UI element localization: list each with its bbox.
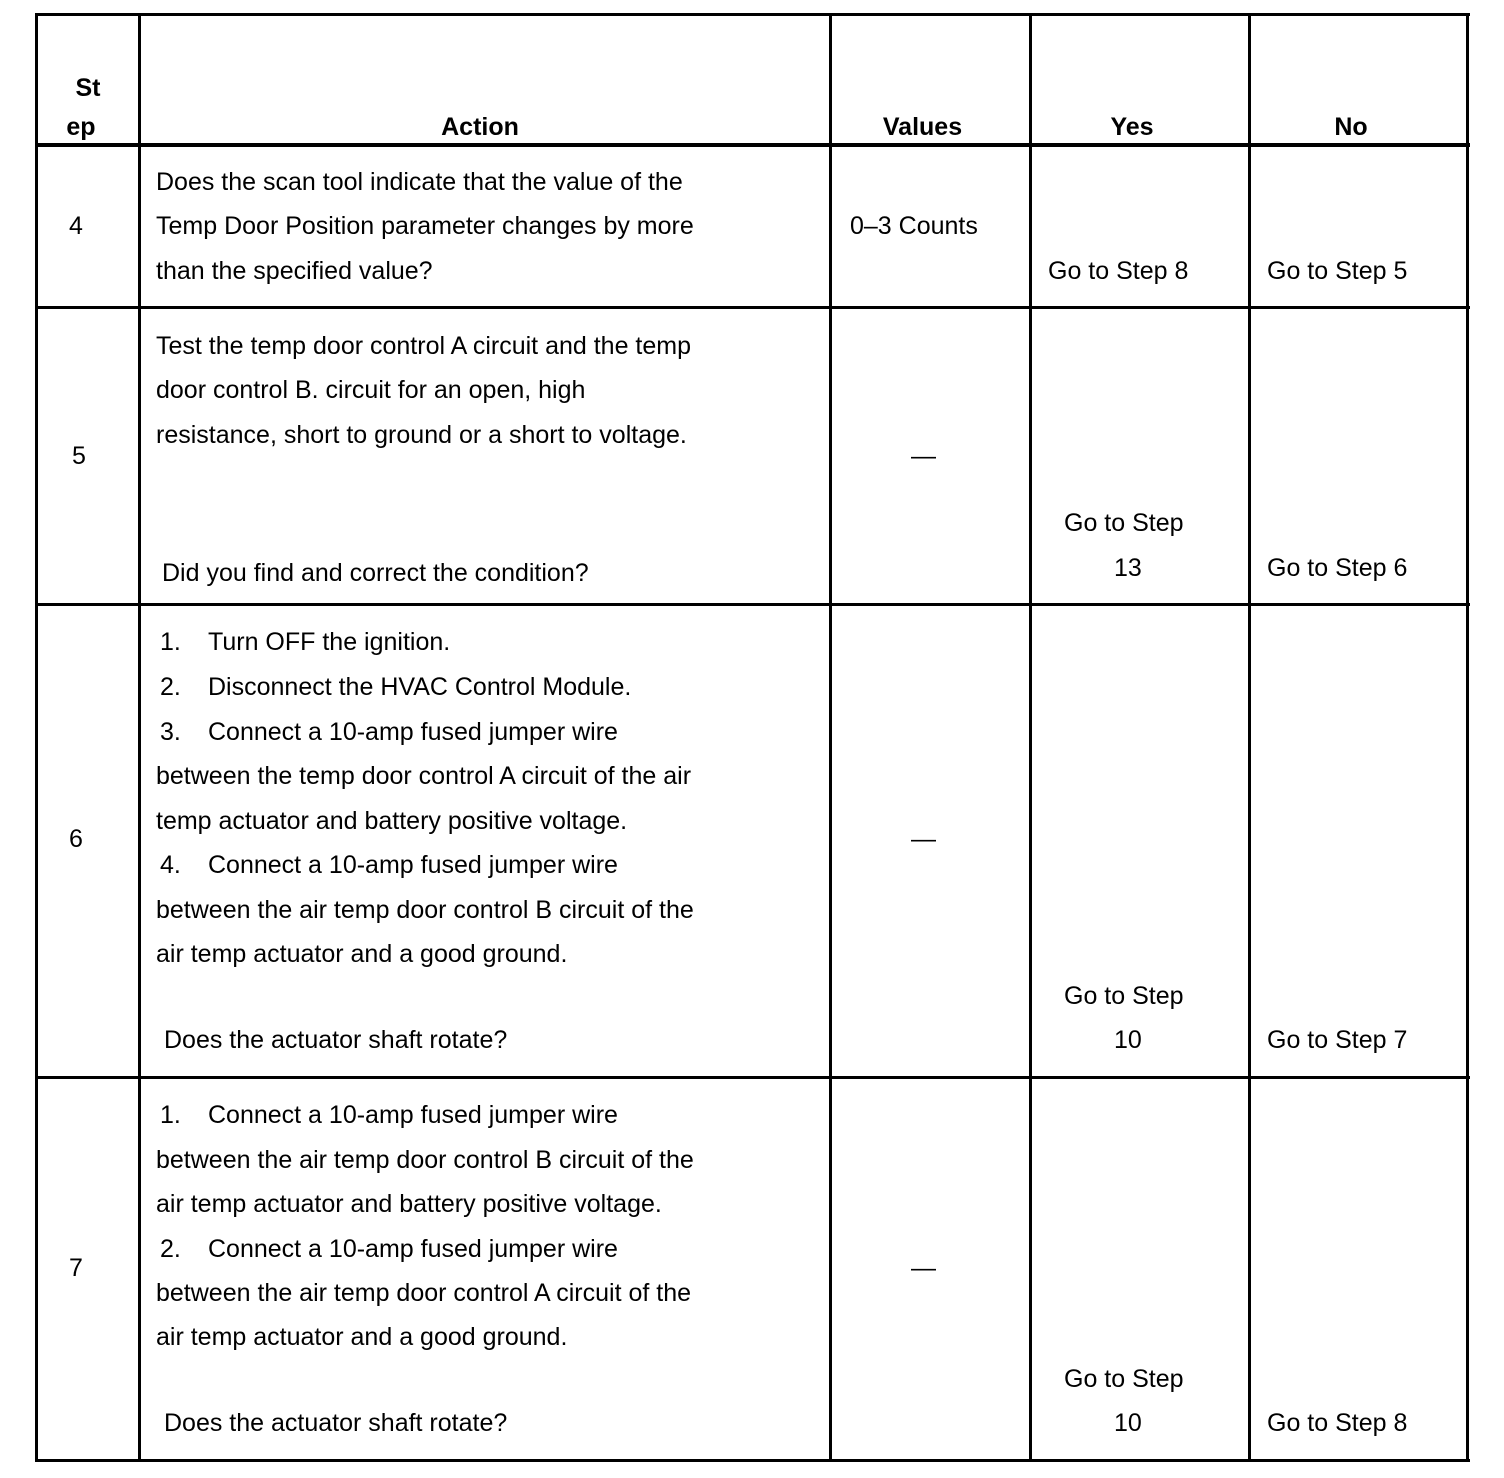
action-text: between the air temp door control B circuit of the bbox=[156, 896, 694, 924]
action-question: Does the actuator shaft rotate? bbox=[164, 1409, 508, 1437]
row-divider bbox=[35, 306, 1470, 309]
table-border-bottom bbox=[35, 1459, 1470, 1462]
no-text: Go to Step 5 bbox=[1267, 257, 1408, 285]
action-text: resistance, short to ground or a short to voltage. bbox=[156, 421, 687, 449]
list-number: 3. bbox=[160, 718, 181, 746]
list-text: Connect a 10-amp fused jumper wire bbox=[208, 718, 618, 746]
action-text: temp actuator and battery positive voltage. bbox=[156, 807, 628, 835]
list-text: Connect a 10-amp fused jumper wire bbox=[208, 1101, 618, 1129]
header-step-line1: St bbox=[75, 74, 101, 102]
step-number: 6 bbox=[69, 825, 83, 853]
list-item bbox=[160, 1093, 618, 1138]
list-item bbox=[160, 710, 618, 755]
list-number: 2. bbox=[160, 673, 181, 701]
action-text: between the air temp door control A circuit of the bbox=[156, 1279, 692, 1307]
action-text: Test the temp door control A circuit and the temp bbox=[156, 332, 692, 360]
list-text: Connect a 10-amp fused jumper wire bbox=[208, 851, 618, 879]
table-border-right bbox=[1466, 13, 1469, 1462]
action-text: door control B. circuit for an open, high bbox=[156, 376, 586, 404]
list-number: 1. bbox=[160, 628, 181, 656]
table-border-left bbox=[35, 13, 38, 1462]
list-item bbox=[160, 1227, 618, 1272]
column-divider bbox=[829, 13, 832, 1462]
no-text: Go to Step 6 bbox=[1267, 554, 1408, 582]
column-divider bbox=[138, 13, 141, 1462]
row-divider bbox=[35, 1076, 1470, 1079]
action-text: between the air temp door control B circuit of the bbox=[156, 1146, 694, 1174]
action-text: than the specified value? bbox=[156, 257, 433, 285]
value-text: 0–3 Counts bbox=[850, 212, 978, 240]
list-number: 2. bbox=[160, 1235, 181, 1263]
action-text: air temp actuator and a good ground. bbox=[156, 940, 568, 968]
list-text: Turn OFF the ignition. bbox=[208, 628, 451, 656]
header-step-line2: ep bbox=[66, 113, 96, 141]
list-item bbox=[160, 665, 631, 710]
action-text: Does the scan tool indicate that the value of the bbox=[156, 168, 683, 196]
yes-text: Go to Step bbox=[1064, 982, 1184, 1010]
row-divider bbox=[35, 603, 1470, 606]
action-text: air temp actuator and a good ground. bbox=[156, 1323, 568, 1351]
value-text: — bbox=[911, 442, 936, 470]
header-action: Action bbox=[441, 113, 519, 141]
table-border-top bbox=[35, 13, 1470, 16]
yes-text: 10 bbox=[1114, 1026, 1142, 1054]
list-text: Disconnect the HVAC Control Module. bbox=[208, 673, 632, 701]
list-number: 1. bbox=[160, 1101, 181, 1129]
action-question: Did you find and correct the condition? bbox=[162, 559, 589, 587]
no-text: Go to Step 7 bbox=[1267, 1026, 1408, 1054]
column-divider bbox=[1248, 13, 1251, 1462]
yes-text: Go to Step bbox=[1064, 509, 1184, 537]
column-divider bbox=[1029, 13, 1032, 1462]
header-yes: Yes bbox=[1110, 113, 1154, 141]
value-text: — bbox=[911, 1254, 936, 1282]
no-text: Go to Step 8 bbox=[1267, 1409, 1408, 1437]
header-values: Values bbox=[882, 113, 963, 141]
yes-text: 10 bbox=[1114, 1409, 1142, 1437]
step-number: 7 bbox=[69, 1254, 83, 1282]
action-text: air temp actuator and battery positive voltage. bbox=[156, 1190, 662, 1218]
action-text: between the temp door control A circuit of the air bbox=[156, 762, 692, 790]
list-item bbox=[160, 843, 618, 888]
yes-text: Go to Step bbox=[1064, 1365, 1184, 1393]
list-text: Connect a 10-amp fused jumper wire bbox=[208, 1235, 618, 1263]
action-question: Does the actuator shaft rotate? bbox=[164, 1026, 508, 1054]
step-number: 5 bbox=[72, 442, 86, 470]
header-no: No bbox=[1334, 113, 1368, 141]
value-text: — bbox=[911, 825, 936, 853]
action-text: Temp Door Position parameter changes by more bbox=[156, 212, 694, 240]
list-number: 4. bbox=[160, 851, 181, 879]
yes-text: Go to Step 8 bbox=[1048, 257, 1189, 285]
list-item bbox=[160, 620, 450, 665]
step-number: 4 bbox=[69, 212, 83, 240]
yes-text: 13 bbox=[1114, 554, 1142, 582]
